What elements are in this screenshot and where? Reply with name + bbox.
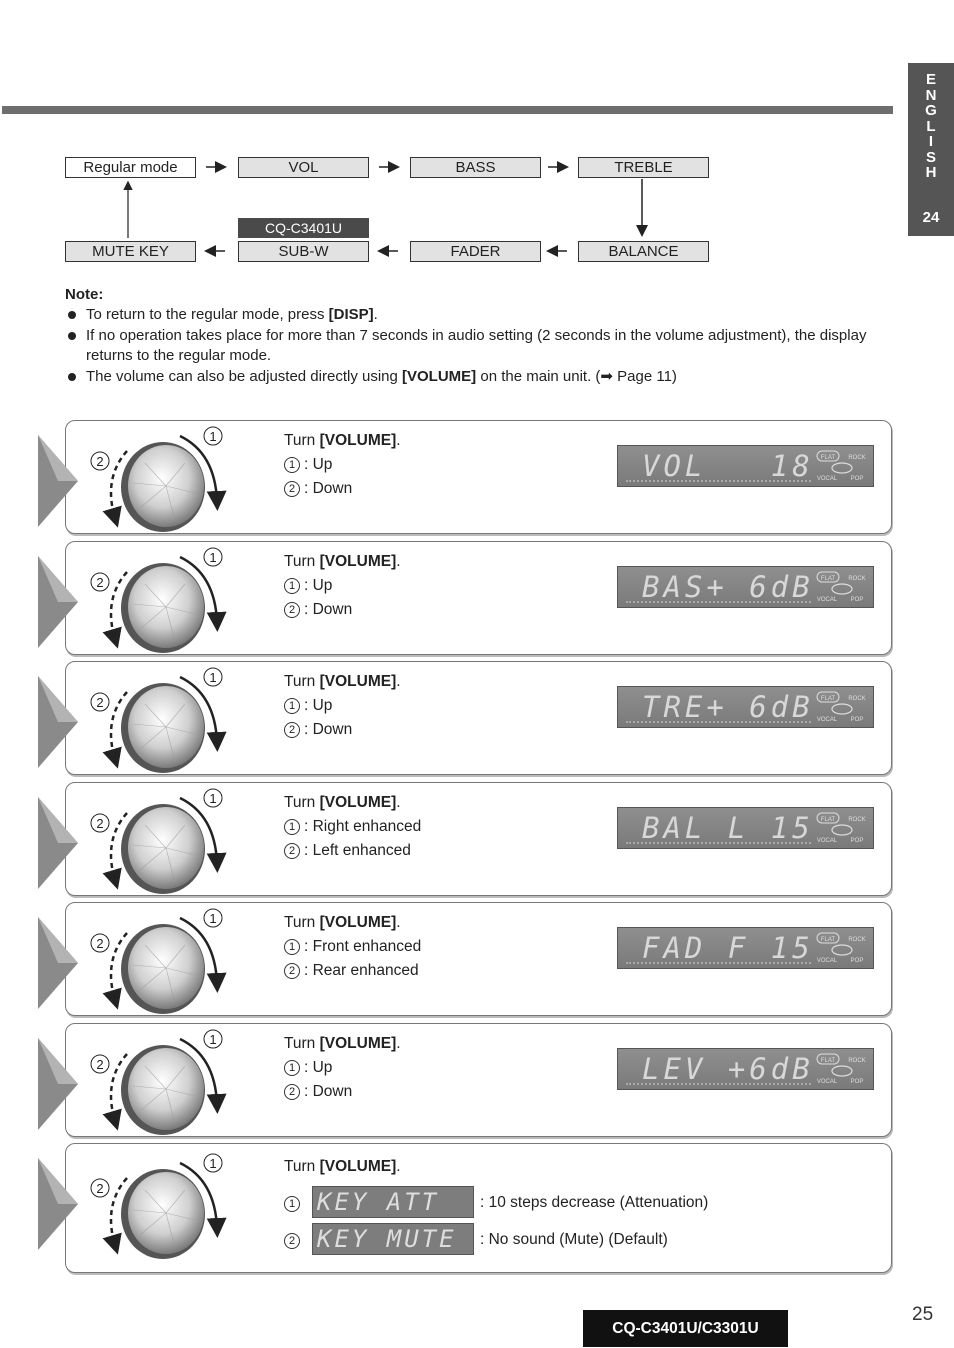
mode-sub-w: SUB-W [238,241,369,262]
note-title: Note: [65,286,104,303]
svg-text:POP: POP [850,958,864,964]
mode-vol: VOL [238,157,369,178]
lcd-level-dots [626,601,811,604]
svg-text:ROCK: ROCK [848,817,866,823]
step-arrow-icon [38,797,78,889]
mute-instruction: Turn [VOLUME]. [284,1158,401,1175]
lcd-display [617,445,874,487]
svg-text:ROCK: ROCK [848,455,866,461]
mode-bass: BASS [410,157,541,178]
lcd-display [617,566,874,608]
svg-text:FLAT: FLAT [820,696,836,702]
svg-text:VOCAL: VOCAL [816,838,838,844]
eq-mode-icon [815,449,869,483]
note-item: If no operation takes place for more than 7 seconds in audio setting (2 seconds in the volume adjustment), the display returns to the regular mode. [65,326,885,367]
svg-text:1: 1 [209,1032,217,1047]
model-tag: CQ-C3401U [238,218,369,238]
flow-arrows [0,0,954,300]
circled-number-1: 1 [284,1196,300,1212]
eq-mode-icon [815,931,869,965]
key-att-description: : 10 steps decrease (Attenuation) [480,1194,709,1211]
mode-balance: BALANCE [578,241,709,262]
lcd-text: BAL L 15 [642,811,814,845]
lcd-level-dots [626,721,811,724]
volume-knob-icon [85,785,235,897]
svg-text:VOCAL: VOCAL [816,958,838,964]
svg-text:FLAT: FLAT [820,455,836,461]
lcd-display [617,927,874,969]
svg-text:VOCAL: VOCAL [816,476,838,482]
step-instruction [284,550,401,622]
svg-text:FLAT: FLAT [820,576,836,582]
turn-line: Turn [VOLUME]. [284,794,401,811]
lcd-text: TRE+ 6dB [642,690,814,724]
step-arrow-icon [38,556,78,648]
lcd-level-dots [626,962,811,965]
svg-text:ROCK: ROCK [848,576,866,582]
key-mute-description: : No sound (Mute) (Default) [480,1231,668,1248]
option-two: 2 : Down [284,477,401,501]
lcd-text: FAD F 15 [642,931,814,965]
svg-text:POP: POP [850,1079,864,1085]
svg-text:ROCK: ROCK [848,937,866,943]
mode-mute-key: MUTE KEY [65,241,196,262]
step-arrow-icon [38,676,78,768]
option-two: 2 : Down [284,598,401,622]
svg-text:2: 2 [96,1181,104,1196]
option-one: 1 : Up [284,453,401,477]
lcd-text: BAS+ 6dB [642,570,814,604]
option-two: 2 : Down [284,718,401,742]
svg-text:ROCK: ROCK [848,696,866,702]
step-arrow-icon [38,1158,78,1250]
step-arrow-icon [38,917,78,1009]
eq-mode-icon [815,570,869,604]
volume-knob-icon [85,1150,235,1262]
mode-regular: Regular mode [65,157,196,178]
svg-text:POP: POP [850,838,864,844]
turn-line: Turn [VOLUME]. [284,432,401,449]
svg-text:1: 1 [209,911,217,926]
volume-knob-icon [85,423,235,535]
eq-mode-icon [815,690,869,724]
note-item: To return to the regular mode, press [DISP]. [65,305,885,326]
lcd-display [617,807,874,849]
eq-mode-icon [815,811,869,845]
svg-text:1: 1 [209,791,217,806]
mode-fader: FADER [410,241,541,262]
lcd-display [617,686,874,728]
svg-text:2: 2 [96,816,104,831]
svg-text:2: 2 [96,575,104,590]
step-instruction [284,1032,401,1104]
svg-text:1: 1 [209,670,217,685]
section-number: 24 [922,209,940,226]
option-two: 2 : Down [284,1080,401,1104]
step-arrow-icon [38,1038,78,1130]
mode-treble: TREBLE [578,157,709,178]
footer-model: CQ-C3401U/C3301U [583,1310,788,1347]
lcd-display [617,1048,874,1090]
lcd-key-mute: KEY MUTE [312,1223,474,1255]
svg-text:VOCAL: VOCAL [816,1079,838,1085]
turn-line: Turn [VOLUME]. [284,914,401,931]
svg-text:2: 2 [96,454,104,469]
page-number: 25 [912,1304,934,1325]
volume-knob-icon [85,664,235,776]
note-item: The volume can also be adjusted directly using [VOLUME] on the main unit. (➡ Page 11) [65,367,885,388]
step-instruction [284,670,401,742]
svg-text:2: 2 [96,1057,104,1072]
svg-text:VOCAL: VOCAL [816,597,838,603]
eq-mode-icon [815,1052,869,1086]
volume-knob-icon [85,544,235,656]
option-one: 1 : Right enhanced [284,815,421,839]
option-two: 2 : Left enhanced [284,839,421,863]
option-one: 1 : Up [284,1056,401,1080]
step-arrow-icon [38,435,78,527]
svg-text:1: 1 [209,1156,217,1171]
lcd-level-dots [626,1083,811,1086]
svg-text:POP: POP [850,597,864,603]
svg-text:2: 2 [96,695,104,710]
svg-text:2: 2 [96,936,104,951]
language-letters: E N G L I S H [925,71,937,181]
option-one: 1 : Up [284,574,401,598]
turn-line: Turn [VOLUME]. [284,553,401,570]
circled-number-2: 2 [284,1233,300,1249]
option-one: 1 : Up [284,694,401,718]
svg-text:1: 1 [209,429,217,444]
option-two: 2 : Rear enhanced [284,959,421,983]
svg-text:POP: POP [850,717,864,723]
volume-knob-icon [85,905,235,1017]
option-one: 1 : Front enhanced [284,935,421,959]
volume-knob-icon [85,1026,235,1138]
svg-text:VOCAL: VOCAL [816,717,838,723]
svg-text:FLAT: FLAT [820,937,836,943]
svg-text:1: 1 [209,550,217,565]
step-instruction [284,429,401,501]
note-list [65,305,885,387]
turn-line: Turn [VOLUME]. [284,1035,401,1052]
lcd-level-dots [626,480,811,483]
svg-text:ROCK: ROCK [848,1058,866,1064]
step-instruction [284,791,421,863]
step-instruction [284,911,421,983]
svg-text:FLAT: FLAT [820,1058,836,1064]
svg-text:POP: POP [850,476,864,482]
lcd-level-dots [626,842,811,845]
turn-line: Turn [VOLUME]. [284,673,401,690]
lcd-text: VOL 18 [642,449,814,483]
lcd-key-att: KEY ATT [312,1186,474,1218]
svg-text:FLAT: FLAT [820,817,836,823]
lcd-text: LEV +6dB [642,1052,814,1086]
